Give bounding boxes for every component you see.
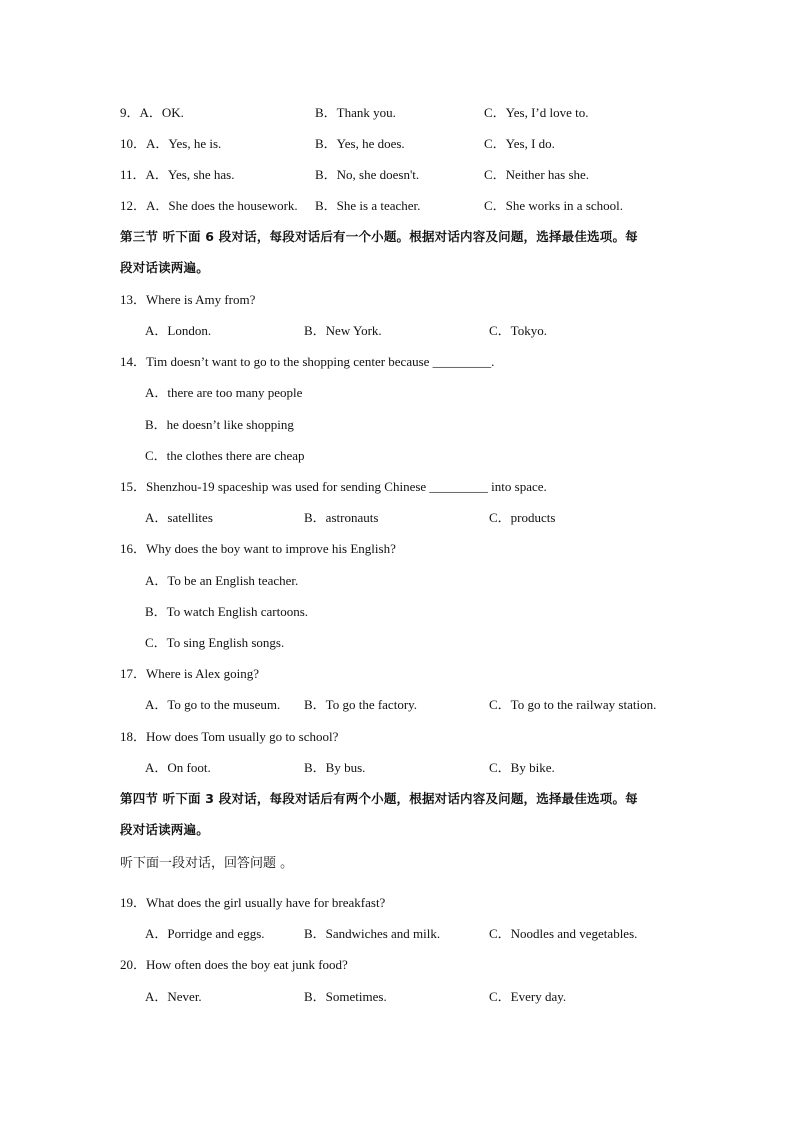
q17-option-a: A．To go to the museum. — [145, 697, 281, 712]
q15-stem: 15．Shenzhou-19 spaceship was used for sending Chinese _________ into space. — [120, 479, 547, 494]
q10-number: 10． — [120, 136, 147, 151]
q18-option-b: B．By bus. — [304, 760, 366, 775]
q9-option-c: C．Yes, I’d love to. — [484, 105, 589, 120]
q20-option-a: A．Never. — [145, 989, 202, 1004]
q13-option-b: B．New York. — [304, 323, 382, 338]
q10-option-c: C．Yes, I do. — [484, 136, 555, 151]
q13-option-c: C．Tokyo. — [489, 323, 547, 338]
q18-option-c: C．By bike. — [489, 760, 555, 775]
q9-number-option-a — [120, 105, 184, 121]
q17-option-b: B．To go the factory. — [304, 697, 418, 712]
section3-heading-line2: 段对话读两遍。 — [120, 260, 209, 275]
q11-number: 11． — [120, 167, 146, 182]
q15-option-b: B．astronauts — [304, 510, 379, 525]
q12-number: 12． — [120, 198, 147, 213]
q20-option-b: B．Sometimes. — [304, 989, 387, 1004]
q14-option-c: C．the clothes there are cheap — [145, 448, 305, 463]
q9-option-b: B．Thank you. — [315, 105, 396, 120]
q12-number-option-a — [120, 198, 298, 214]
q16-option-c: C．To sing English songs. — [145, 635, 285, 650]
q13-stem: 13．Where is Amy from? — [120, 292, 256, 307]
q10-number-option-a — [120, 136, 221, 152]
q9-number: 9． — [120, 105, 140, 120]
q11-option-b: B．No, she doesn't. — [315, 167, 420, 182]
q20-stem: 20．How often does the boy eat junk food? — [120, 957, 348, 972]
q14-stem: 14．Tim doesn’t want to go to the shopping center because _________. — [120, 354, 495, 369]
q16-option-b: B．To watch English cartoons. — [145, 604, 309, 619]
q10-option-a: A．Yes, he is. — [146, 136, 222, 151]
q15-option-a: A．satellites — [145, 510, 213, 525]
q12-option-a: A．She does the housework. — [146, 198, 298, 213]
section3-heading-line1: 第三节 听下面 6 段对话，每段对话后有一个小题。根据对话内容及问题，选择最佳选项。每 — [120, 229, 638, 244]
q14-option-a: A．there are too many people — [145, 385, 303, 400]
q16-option-a: A．To be an English teacher. — [145, 573, 299, 588]
section4-instruction: 听下面一段对话，回答问题 。 — [120, 856, 294, 871]
q15-option-c: C．products — [489, 510, 556, 525]
q13-option-a: A．London. — [145, 323, 212, 338]
q12-option-b: B．She is a teacher. — [315, 198, 421, 213]
q9-option-a: A．OK. — [139, 105, 184, 120]
q11-number-option-a — [120, 167, 235, 183]
q19-option-b: B．Sandwiches and milk. — [304, 926, 441, 941]
q19-option-c: C．Noodles and vegetables. — [489, 926, 638, 941]
q14-option-b: B．he doesn’t like shopping — [145, 417, 294, 432]
q18-option-a: A．On foot. — [145, 760, 211, 775]
q19-stem: 19．What does the girl usually have for breakfast? — [120, 895, 386, 910]
q16-stem: 16．Why does the boy want to improve his English? — [120, 541, 396, 556]
section4-heading-line2: 段对话读两遍。 — [120, 822, 209, 837]
q11-option-a: A．Yes, she has. — [145, 167, 235, 182]
q19-option-a: A．Porridge and eggs. — [145, 926, 265, 941]
q20-option-c: C．Every day. — [489, 989, 567, 1004]
q18-stem: 18．How does Tom usually go to school? — [120, 729, 339, 744]
q17-stem: 17．Where is Alex going? — [120, 666, 259, 681]
q17-option-c: C．To go to the railway station. — [489, 697, 657, 712]
q11-option-c: C．Neither has she. — [484, 167, 590, 182]
section4-heading-line1: 第四节 听下面 3 段对话，每段对话后有两个小题，根据对话内容及问题，选择最佳选项。每 — [120, 791, 638, 806]
q12-option-c: C．She works in a school. — [484, 198, 624, 213]
q10-option-b: B．Yes, he does. — [315, 136, 405, 151]
